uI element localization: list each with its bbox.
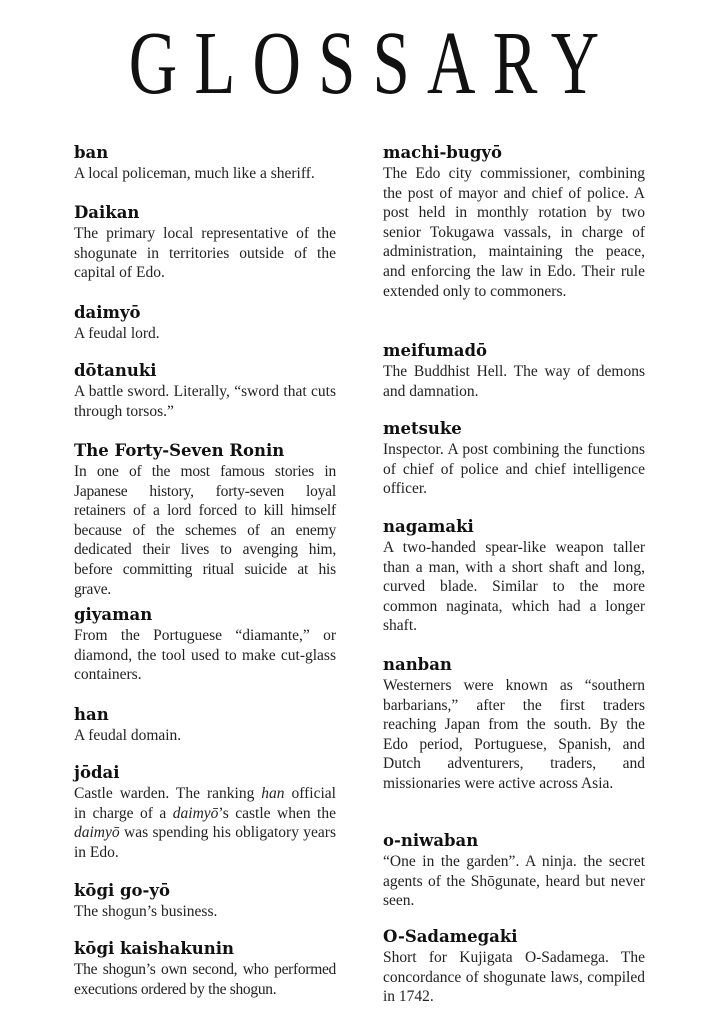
glossary-definition <box>74 784 336 862</box>
glossary-term: daimyō <box>74 303 141 322</box>
glossary-definition: A feudal lord. <box>74 325 160 342</box>
glossary-entry <box>383 654 645 794</box>
glossary-term: meifumadō <box>383 341 488 360</box>
glossary-definition: Westerners were known as “southern barbarians,” after the first traders reaching Japan from the south. By the Edo period, Portuguese, Spanish, and Dutch adventurers, traders, and missionaries were active across Asia. <box>383 677 645 792</box>
glossary-term: kōgi kaishakunin <box>74 939 235 958</box>
glossary-definition: The primary local representative of the shogunate in territories outside of the capital of Edo. <box>74 225 336 282</box>
glossary-definition: The shogun’s own second, who performed executions ordered by the shogun. <box>74 961 336 998</box>
glossary-definition: A two-handed spear-like weapon taller than a man, with a short shaft and long, curved blade. Similar to the more common naginata, which had a longer shaft. <box>383 539 645 635</box>
glossary-entry <box>383 340 645 401</box>
glossary-term: metsuke <box>383 419 462 438</box>
glossary-term: nagamaki <box>383 517 474 536</box>
glossary-entry <box>74 762 336 862</box>
glossary-term: giyaman <box>74 605 153 624</box>
glossary-entry <box>383 516 645 636</box>
glossary-term: han <box>74 705 109 724</box>
glossary-definition: The shogun’s business. <box>74 903 218 920</box>
glossary-term: kōgi go-yō <box>74 881 170 900</box>
glossary-entry <box>74 604 336 685</box>
glossary-term: Daikan <box>74 203 140 222</box>
glossary-entry <box>383 142 645 301</box>
glossary-entry <box>74 938 336 999</box>
glossary-term: The Forty-Seven Ronin <box>74 441 285 460</box>
glossary-entry <box>74 704 336 746</box>
glossary-term: o-niwaban <box>383 831 479 850</box>
glossary-term: O-Sadamegaki <box>383 927 518 946</box>
glossary-entry <box>383 926 645 1007</box>
glossary-definition: The Edo city commissioner, combining the post of mayor and chief of police. A post held in monthly rotation by two senior Tokugawa vassals, in charge of administration, maintaining the peace, and enforcing the law in Edo. Their rule extended only to commoners. <box>383 165 645 300</box>
definition-italic-text: daimyō <box>74 824 120 842</box>
glossary-entry <box>74 360 336 421</box>
glossary-definition: A local policeman, much like a sheriff. <box>74 165 315 182</box>
glossary-definition: Short for Kujigata O-Sadamega. The concordance of shogunate laws, compiled in 1742. <box>383 949 645 1006</box>
glossary-definition: “One in the garden”. A ninja. the secret agents of the Shōgunate, heard but never seen. <box>383 853 645 910</box>
glossary-definition: From the Portuguese “diamante,” or diamond, the tool used to make cut-glass containers. <box>74 627 336 684</box>
glossary-term: ban <box>74 143 109 162</box>
definition-italic-text: daimyō <box>172 804 219 822</box>
glossary-definition: Inspector. A post combining the functions of chief of police and chief intelligence officer. <box>383 441 645 498</box>
definition-text: official in charge of a <box>74 785 336 822</box>
glossary-entry <box>383 418 645 499</box>
glossary-entry <box>74 440 336 599</box>
glossary-entry <box>74 880 336 922</box>
page-title: GLOSSARY <box>128 12 617 113</box>
glossary-entry <box>74 302 336 344</box>
glossary-term: jōdai <box>74 763 120 782</box>
glossary-definition: In one of the most famous stories in Japanese history, forty-seven loyal retainers of a lord forced to kill himself because of the schemes of an enemy dedicated their lives to avenging him, before committing ritual suicide at his grave. <box>74 463 336 598</box>
definition-text: Castle warden. The ranking <box>74 785 262 802</box>
glossary-entry <box>383 830 645 911</box>
glossary-entry <box>74 202 336 283</box>
glossary-entry <box>74 142 336 184</box>
definition-text: was spending his obligatory years in Edo. <box>74 824 336 861</box>
glossary-definition: The Buddhist Hell. The way of demons and damnation. <box>383 363 645 400</box>
glossary-term: nanban <box>383 655 452 674</box>
glossary-definition: A feudal domain. <box>74 727 182 744</box>
definition-text: ’s castle when the <box>218 804 336 822</box>
definition-italic-text: han <box>261 785 285 802</box>
glossary-term: dōtanuki <box>74 361 157 380</box>
glossary-term: machi-bugyō <box>383 143 502 162</box>
glossary-definition: A battle sword. Literally, “sword that cuts through torsos.” <box>74 383 336 420</box>
